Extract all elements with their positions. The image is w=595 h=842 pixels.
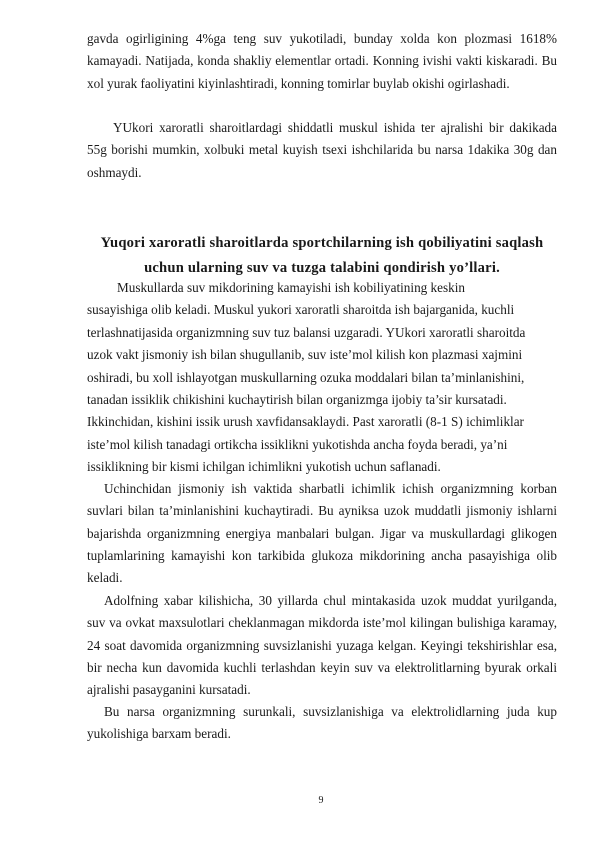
text-line: oshiradi, bu xoll ishlayotgan muskullarning ozuka moddalari bilan ta’minlanishini, xyxy=(87,370,525,385)
paragraph-sweat-rate: YUkori xaroratli sharoitlardagi shiddatli muskul ishida ter ajralishi bir dakikada 55g borishi mumkin, xolbuki metal kuyish tsexi ishchilarida bu narsa 1dakika 30g dan oshmaydi. xyxy=(87,120,557,180)
text-line: issiklikning bir kismi ichilgan ichimlikni yukotish uchun saflanadi. xyxy=(87,459,441,474)
text-line: uzok vakt jismoniy ish bilan shugullanib, suv iste’mol kilish kon plazmasi xajmini xyxy=(87,347,523,362)
paragraph-adolf-study: Adolfning xabar kilishicha, 30 yillarda chul mintakasida uzok muddat yurilganda, suv va ovkat maxsulotlari cheklanmagan mikdorda iste’mol kilingan bulishiga karamay, 24 soat davomida organizmning suvsizlanishi yuzaga kelgan. Keyingi tekshirishlar esa, bir necha kun davomida kuchli terlashdan keyin suv va elektrolitlarning byurak orkali ajralishi pasayganini kursatadi. xyxy=(87,593,557,698)
text-line: Muskullarda suv mikdorining kamayishi ish kobiliyatining keskin xyxy=(117,280,465,295)
paragraph-juice-drinks: Uchinchidan jismoniy ish vaktida sharbatli ichimlik ichish organizmning korban suvlari bilan ta’minlanishini kuchaytiradi. Bu ayniksa uzok muddatli jismoniy ishlarni bajarishda organizmning energiya manbalari bulgan. Jigar va muskullardagi glikogen tuplamlarining kamayishi kon tarkibida glukoza mikdorining ancha pasayishiga olib keladi. xyxy=(87,481,557,586)
paragraph-blood-plasma: gavda ogirligining 4%ga teng suv yukotiladi, bunday xolda kon plozmasi 1618% kamayadi. Natijada, konda shakliy elementlar ortadi. Konning ivishi vakti kiskaradi. Bu xol yurak faoliyatini kiyinlashtiradi, konning tomirlar buylab okishi ogirlashadi. xyxy=(87,31,557,91)
text-line: tanadan issiklik chikishini kuchaytirish bilan organizmga ijobiy ta’sir kursatadi. xyxy=(87,392,507,407)
paragraph-conclusion: Bu narsa organizmning surunkali, suvsizlanishiga va elektrolidlarning juda kup yukolishiga barxam beradi. xyxy=(87,704,557,742)
text-line: susayishiga olib keladi. Muskul yukori xaroratli sharoitda ish bajarganida, kuchli xyxy=(87,302,515,317)
text-line: Ikkinchidan, kishini issik urush xavfidansaklaydi. Past xaroratli (8-1 S) ichimliklar xyxy=(87,414,524,429)
text-line: iste’mol kilish tanadagi ortikcha issiklikni yukotishda ancha foyda beradi, ya’ni xyxy=(87,437,508,452)
page-number: 9 xyxy=(318,795,324,806)
section-heading: Yuqori xaroratli sharoitlarda sportchilarning ish qobiliyatini saqlash uchun ularning suv va tuzga talabini qondirish yo’llari. xyxy=(100,235,544,276)
text-line: terlashnatijasida organizmning suv tuz balansi uzgaradi. YUkori xaroratli sharoitda xyxy=(87,325,526,340)
